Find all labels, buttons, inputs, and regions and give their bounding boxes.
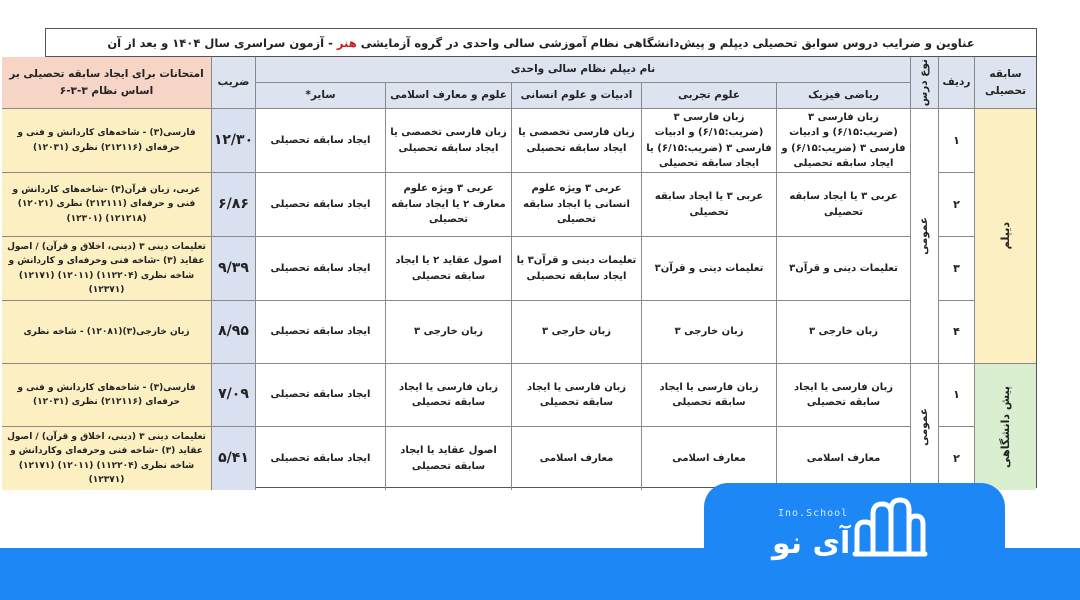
cell-science: زبان فارسی یا ایجاد سابقه تحصیلی xyxy=(641,364,776,427)
cell-science: تعلیمات دینی و قرآن۳ xyxy=(641,237,776,301)
title-text: عناوین و ضرایب دروس سوابق تحصیلی دیپلم و پیش‌دانشگاهی نظام آموزشی سالی واحدی در گروه آزمایشی xyxy=(360,35,975,50)
cell-other: ایجاد سابقه تحصیلی xyxy=(255,427,385,490)
cell-humanities: زبان فارسی تخصصی یا ایجاد سابقه تحصیلی xyxy=(511,109,641,173)
cell-science: معارف اسلامی xyxy=(641,427,776,490)
row-number: ۱ xyxy=(938,364,974,427)
cell-coef: ۹/۳۹ xyxy=(211,237,255,301)
header-diploma-name: نام دیپلم نظام سالی واحدی xyxy=(255,57,910,83)
cell-islamic: اصول عقاید ۲ یا ایجاد سابقه تحصیلی xyxy=(385,237,511,301)
type-general-label: عمومی xyxy=(918,408,931,446)
cell-coef: ۶/۸۶ xyxy=(211,173,255,237)
cell-islamic: زبان فارسی تخصصی یا ایجاد سابقه تحصیلی xyxy=(385,109,511,173)
group-pre-university xyxy=(974,364,1036,490)
logo-name: آی نو xyxy=(772,526,851,561)
cell-exam: تعلیمات دینی ۳ (دینی، اخلاق و قرآن) / اصول عقاید (۳) -شاخه فنی وحرفه‌ای وکاردانش و شاخه نظری (۱۱۲۲۰۴) (۱۲۰۱۱) (۱۲۱۷۱) (۱۲۳۷۱) xyxy=(2,427,211,490)
header-col-math: ریاضی فیزیک xyxy=(776,83,910,109)
header-exam: امتحانات برای ایجاد سابقه تحصیلی بر اساس نظام ۳-۳-۶ xyxy=(2,57,211,109)
cell-math: زبان خارجی ۳ xyxy=(776,301,910,364)
title-highlight: هنر xyxy=(336,35,357,50)
header-col-humanities: ادبیات و علوم انسانی xyxy=(511,83,641,109)
document-table xyxy=(7,28,1037,488)
type-general-diploma xyxy=(910,109,938,364)
cell-math: معارف اسلامی xyxy=(776,427,910,490)
cell-math: تعلیمات دینی و قرآن۳ xyxy=(776,237,910,301)
header-col-islamic: علوم و معارف اسلامی xyxy=(385,83,511,109)
cell-humanities: عربی ۳ ویژه علوم انسانی یا ایجاد سابقه تحصیلی xyxy=(511,173,641,237)
cell-humanities: زبان فارسی یا ایجاد سابقه تحصیلی xyxy=(511,364,641,427)
header-record: سابقه تحصیلی xyxy=(974,57,1036,109)
cell-math: عربی ۳ یا ایجاد سابقه تحصیلی xyxy=(776,173,910,237)
cell-other: ایجاد سابقه تحصیلی xyxy=(255,237,385,301)
group-pre-label: پیش دانشگاهی xyxy=(998,385,1012,469)
cell-exam: فارسی(۳) - شاخه‌های کاردانش و فنی و حرفه‌ای (۲۱۲۱۱۶) نظری (۱۲۰۳۱) xyxy=(2,364,211,427)
cell-coef: ۵/۴۱ xyxy=(211,427,255,490)
coefficients-grid xyxy=(7,57,1036,517)
cell-exam: فارسی(۳) - شاخه‌های کاردانش و فنی و حرفه‌ای (۲۱۲۱۱۶) نظری (۱۲۰۳۱) xyxy=(2,109,211,173)
row-number: ۲ xyxy=(938,427,974,490)
cell-coef: ۸/۹۵ xyxy=(211,301,255,364)
cell-math: زبان فارسی یا ایجاد سابقه تحصیلی xyxy=(776,364,910,427)
cell-science: عربی ۳ یا ایجاد سابقه تحصیلی xyxy=(641,173,776,237)
logo-subtitle: Ino.School xyxy=(778,508,849,519)
header-coef: ضریب xyxy=(211,57,255,109)
row-number: ۳ xyxy=(938,237,974,301)
cell-islamic: اصول عقاید یا ایجاد سابقه تحصیلی xyxy=(385,427,511,490)
title-suffix: - آزمون سراسری سال ۱۴۰۴ و بعد از آن xyxy=(107,35,333,50)
cell-math: زبان فارسی ۳ (ضریب:۶/۱۵) و ادبیات فارسی ۳ (ضریب:۶/۱۵) و ایجاد سابقه تحصیلی xyxy=(776,109,910,173)
header-col-science: علوم تجربی xyxy=(641,83,776,109)
cell-humanities: معارف اسلامی xyxy=(511,427,641,490)
cell-islamic: زبان خارجی ۳ xyxy=(385,301,511,364)
cell-exam: تعلیمات دینی ۳ (دینی، اخلاق و قرآن) / اصول عقاید (۳) -شاخه فنی وحرفه‌ای و کاردانش و شاخه نظری (۱۱۲۲۰۴) (۱۲۰۱۱) (۱۲۱۷۱) (۱۲۳۷۱) xyxy=(2,237,211,301)
type-general-label: عمومی xyxy=(918,217,931,255)
cell-other: ایجاد سابقه تحصیلی xyxy=(255,109,385,173)
header-col-other: سایر* xyxy=(255,83,385,109)
cell-coef: ۱۲/۳۰ xyxy=(211,109,255,173)
cell-islamic: عربی ۳ ویژه علوم معارف ۲ یا ایجاد سابقه تحصیلی xyxy=(385,173,511,237)
group-diploma xyxy=(974,109,1036,364)
cell-science: زبان فارسی ۳ (ضریب:۶/۱۵) و ادبیات فارسی ۳ (ضریب:۶/۱۵) یا ایجاد سابقه تحصیلی xyxy=(641,109,776,173)
document-title xyxy=(46,29,1036,57)
cell-other: ایجاد سابقه تحصیلی xyxy=(255,301,385,364)
header-type-label: نوع درس xyxy=(918,58,931,107)
type-general-pre xyxy=(910,364,938,490)
row-number: ۴ xyxy=(938,301,974,364)
header-row: ردیف xyxy=(938,57,974,109)
cell-coef: ۷/۰۹ xyxy=(211,364,255,427)
cell-other: ایجاد سابقه تحصیلی xyxy=(255,173,385,237)
cell-science: زبان خارجی ۳ xyxy=(641,301,776,364)
cell-islamic: زبان فارسی یا ایجاد سابقه تحصیلی xyxy=(385,364,511,427)
cell-exam: عربی، زبان قرآن(۳) -شاخه‌های کاردانش و فنی و حرفه‌ای (۲۱۲۱۱۱) نظری (۱۲۰۲۱) (۱۲۱۲۱۸) (۱۲۳۰۱) xyxy=(2,173,211,237)
cell-other: ایجاد سابقه تحصیلی xyxy=(255,364,385,427)
cell-humanities: تعلیمات دینی و قرآن۳ یا ایجاد سابقه تحصیلی xyxy=(511,237,641,301)
group-diploma-label: دیپلم xyxy=(998,222,1012,250)
header-type xyxy=(910,57,938,109)
cell-exam: زبان خارجی(۳)(۱۲۰۸۱) - شاخه نظری xyxy=(2,301,211,364)
cell-humanities: زبان خارجی ۳ xyxy=(511,301,641,364)
row-number: ۲ xyxy=(938,173,974,237)
logo-hand-icon xyxy=(849,492,929,562)
row-number: ۱ xyxy=(938,109,974,173)
